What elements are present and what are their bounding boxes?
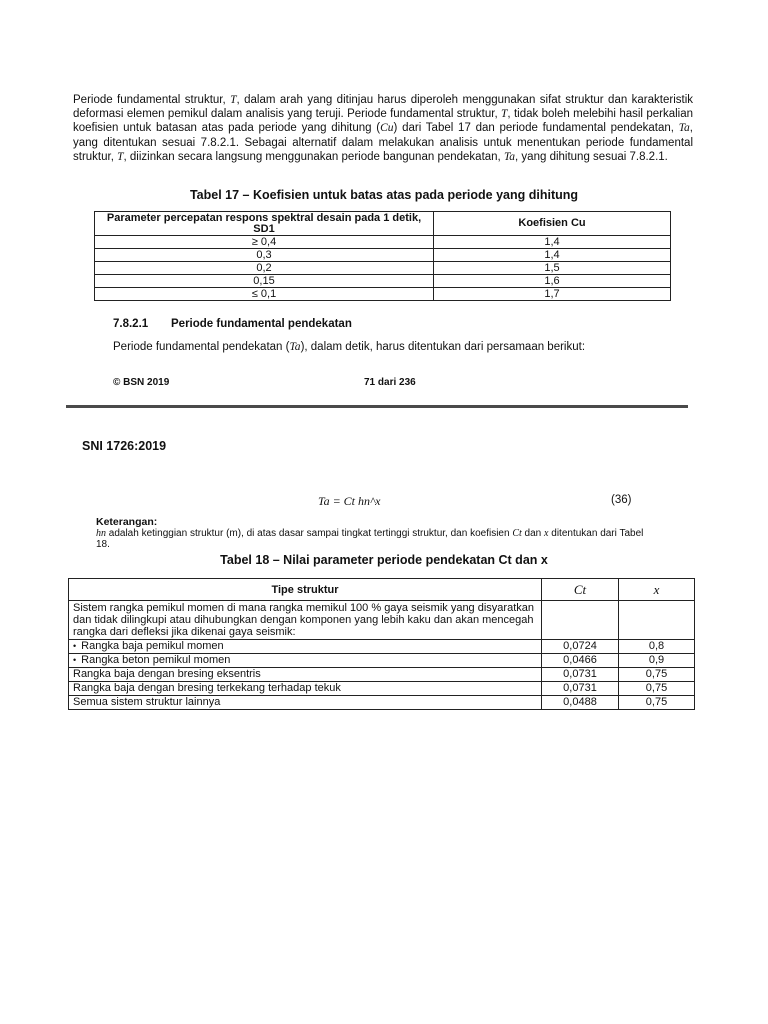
section-paragraph: Periode fundamental pendekatan (Ta), dalam detik, harus ditentukan dari persamaan berikut: — [113, 341, 586, 353]
table-row — [95, 288, 671, 301]
table-row — [95, 275, 671, 288]
table18-label: Rangka baja dengan bresing terkekang terhadap tekuk — [69, 682, 542, 696]
table18-group-label: Sistem rangka pemikul momen di mana rangka memikul 100 % gaya seismik yang disyaratkan dan tidak dilingkupi atau dihubungkan dengan komponen yang lebih kaku dan akan mencegah rangka dari defleksi jika dikenai gaya seismik: — [69, 601, 542, 640]
footer-copyright: © BSN 2019 — [113, 377, 170, 388]
table18-bullet-label: • Rangka beton pemikul momen — [69, 654, 542, 668]
table18-empty-cell — [619, 601, 695, 640]
table18-header-type: Tipe struktur — [69, 579, 542, 601]
table17-param: 0,3 — [95, 249, 434, 262]
table-row — [69, 640, 695, 654]
table17-header-param: Parameter percepatan respons spektral desain pada 1 detik, SD1 — [95, 212, 434, 236]
keterangan-title: Keterangan: — [96, 516, 158, 528]
page-divider — [66, 405, 688, 408]
table17-header-row — [95, 212, 671, 236]
table17-coef: 1,4 — [434, 236, 671, 249]
table17-param: 0,2 — [95, 262, 434, 275]
table17-coef: 1,4 — [434, 249, 671, 262]
table-row — [95, 262, 671, 275]
table17-coef: 1,5 — [434, 262, 671, 275]
table17-param: 0,15 — [95, 275, 434, 288]
table18-empty-cell — [542, 601, 619, 640]
section-heading — [113, 318, 352, 330]
table17-coef: 1,7 — [434, 288, 671, 301]
table18-x: 0,75 — [619, 696, 695, 710]
page-header: SNI 1726:2019 — [82, 439, 167, 453]
table17-header-coef: Koefisien Cu — [434, 212, 671, 236]
table18-ct: 0,0466 — [542, 654, 619, 668]
table-row — [69, 601, 695, 640]
table-row — [95, 236, 671, 249]
table18-header-ct: Ct — [542, 579, 619, 601]
section-number: 7.8.2.1 — [113, 318, 149, 330]
table17-title: Tabel 17 – Koefisien untuk batas atas pada periode yang dihitung — [189, 188, 579, 202]
table18-header-x: x — [619, 579, 695, 601]
table-row — [69, 682, 695, 696]
table17 — [94, 211, 671, 301]
table17-param: ≤ 0,1 — [95, 288, 434, 301]
table-row — [95, 249, 671, 262]
table18-ct: 0,0731 — [542, 668, 619, 682]
table18-bullet-label: • Rangka baja pemikul momen — [69, 640, 542, 654]
table18-ct: 0,0488 — [542, 696, 619, 710]
table17-coef: 1,6 — [434, 275, 671, 288]
equation-number: (36) — [611, 494, 632, 506]
section-title: Periode fundamental pendekatan — [171, 318, 352, 330]
table18 — [68, 578, 695, 710]
table18-title: Tabel 18 – Nilai parameter periode pendekatan Ct dan x — [220, 553, 548, 567]
table18-label: Semua sistem struktur lainnya — [69, 696, 542, 710]
equation: Ta = Ct hn^x — [318, 494, 381, 508]
table18-ct: 0,0724 — [542, 640, 619, 654]
keterangan-text: hn adalah ketinggian struktur (m), di atas dasar sampai tingkat tertinggi struktur, dan koefisien Ct dan x ditentukan dari Tabel 18. — [96, 528, 644, 550]
intro-paragraph: Periode fundamental struktur, T, dalam arah yang ditinjau harus diperoleh menggunakan sifat struktur dan karakteristik deformasi elemen pemikul dalam analisis yang teruji. Periode fundamental struktur, T, tidak boleh melebihi hasil perkalian koefisien untuk batasan atas pada periode yang dihitung (Cu) dari Tabel 17 dan periode fundamental pendekatan, Ta, yang ditentukan sesuai 7.8.2.1. Sebagai alternatif dalam melakukan analisis untuk menentukan periode fundamental struktur, T, diizinkan secara langsung menggunakan periode bangunan pendekatan, Ta, yang dihitung sesuai 7.8.2.1. — [73, 94, 694, 163]
table18-x: 0,75 — [619, 668, 695, 682]
footer-page-number: 71 dari 236 — [364, 377, 416, 388]
table-row — [69, 668, 695, 682]
table17-param: ≥ 0,4 — [95, 236, 434, 249]
table18-x: 0,75 — [619, 682, 695, 696]
table-row — [69, 654, 695, 668]
table-row — [69, 696, 695, 710]
table18-header-row — [69, 579, 695, 601]
table18-label: Rangka baja dengan bresing eksentris — [69, 668, 542, 682]
table18-ct: 0,0731 — [542, 682, 619, 696]
table18-x: 0,8 — [619, 640, 695, 654]
table18-x: 0,9 — [619, 654, 695, 668]
